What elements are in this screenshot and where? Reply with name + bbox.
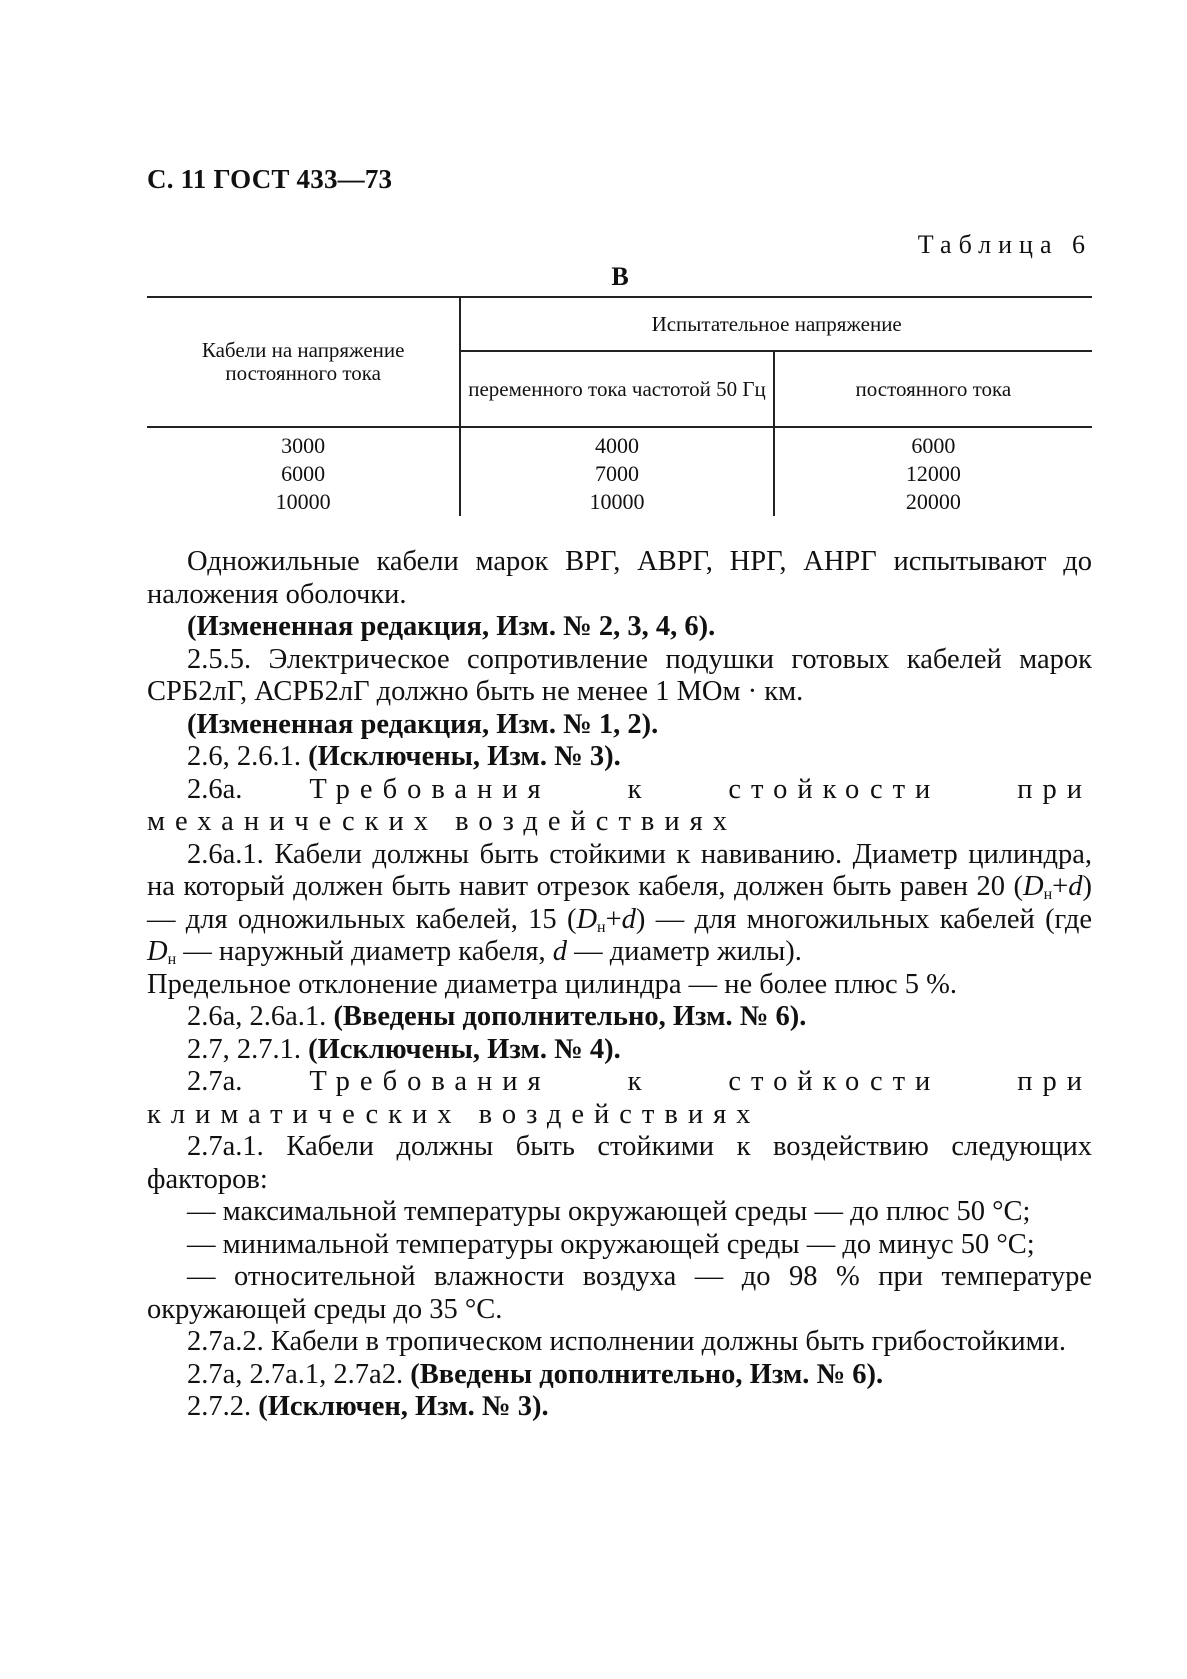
paragraph	[147, 1001, 1092, 1034]
table-cell: 3000	[147, 427, 460, 460]
clause-number: 2.7а.	[187, 1066, 243, 1097]
clause-number: 2.6а.	[187, 773, 243, 805]
col-header-ac: переменного тока частотой 50 Гц	[460, 351, 773, 427]
table-row	[147, 460, 1092, 488]
paragraph	[147, 1359, 1092, 1392]
amendment-note: (Введены дополнительно, Изм. № 6).	[410, 1358, 884, 1390]
table-cell: 12000	[905, 461, 961, 486]
section-title: Требования к стойкости при климатических воздействиях	[147, 1066, 1092, 1130]
list-item: — относительной влажности воздуха — до 98 % при температуре окружающей среды до 35 °С.	[147, 1261, 1092, 1325]
table-cell: 10000	[147, 488, 460, 516]
section-heading	[147, 774, 1092, 839]
list-item: — минимальной температуры окружающей среды — до минус 50 °С;	[187, 1228, 1035, 1260]
paragraph: 2.7а.2. Кабели в тропическом исполнении должны быть грибостойкими.	[187, 1326, 1067, 1357]
clause-number: 2.6а, 2.6а.1.	[187, 1001, 327, 1032]
paragraph: 2.5.5. Электрическое сопротивление подушки готовых кабелей марок СРБ2лГ, АСРБ2лГ должно быть не менее 1 МОм · км.	[147, 643, 1092, 707]
paragraph: 2.7а.1. Кабели должны быть стойкими к воздействию следующих факторов:	[147, 1131, 1092, 1195]
clause-number: 2.7а, 2.7а.1, 2.7а2.	[187, 1358, 404, 1390]
paragraph: 2.6а.1. Кабели должны быть стойкими к навиванию. Диаметр цилиндра, на который должен быть навит отрезок кабеля, должен быть равен 20 $(D_н+d)$ — для одножильных кабелей, 15 $(D_н+d)$ — для многожильных кабелей (где $D_н$ — наружный диаметр кабеля, d — диаметр жилы).	[147, 838, 1092, 968]
table-letter: В	[611, 262, 629, 291]
table-cell: 6000	[911, 433, 956, 458]
section-title: Требования к стойкости при механических воздействиях	[147, 773, 1092, 837]
paragraph	[147, 1391, 1092, 1424]
paragraph: Одножильные кабели марок ВРГ, АВРГ, НРГ, АНРГ испытывают до наложения оболочки.	[147, 546, 1092, 610]
amendment-note: (Исключен, Изм. № 3).	[258, 1391, 549, 1422]
table-cell: 4000	[460, 427, 773, 460]
clause-number: 2.6, 2.6.1.	[187, 741, 301, 772]
page-header: С. 11 ГОСТ 433—73	[147, 164, 393, 194]
table-cell: 6000	[147, 460, 460, 488]
col-header-dc: постоянного тока	[774, 351, 1092, 427]
amendment-note: (Исключены, Изм. № 3).	[308, 741, 621, 772]
amendment-note: (Исключены, Изм. № 4).	[308, 1033, 621, 1065]
table-row	[147, 488, 1092, 516]
voltage-table	[147, 296, 1092, 516]
table-cell: 7000	[460, 460, 773, 488]
amendment-note: (Введены дополнительно, Изм. № 6).	[333, 1001, 807, 1032]
paragraph: Предельное отклонение диаметра цилиндра — не более плюс 5 %.	[147, 968, 958, 1000]
paragraph	[147, 741, 1092, 774]
body-text	[147, 546, 1092, 1424]
table-row	[147, 427, 1092, 460]
list-item: — максимальной температуры окружающей среды — до плюс 50 °С;	[187, 1196, 1031, 1227]
table-cell: 10000	[460, 488, 773, 516]
table-cell: 20000	[905, 489, 961, 514]
paragraph	[147, 1034, 1092, 1067]
section-heading	[147, 1066, 1092, 1131]
table-label: Таблица 6	[917, 230, 1092, 259]
clause-number: 2.7, 2.7.1.	[187, 1033, 301, 1065]
col-header-cable-voltage: Кабели на напряжение постоянного тока	[147, 297, 460, 427]
amendment-note: (Измененная редакция, Изм. № 2, 3, 4, 6).	[187, 611, 716, 642]
clause-number: 2.7.2.	[187, 1391, 252, 1422]
amendment-note: (Измененная редакция, Изм. № 1, 2).	[187, 708, 659, 740]
group-header-test-voltage: Испытательное напряжение	[460, 297, 1092, 351]
